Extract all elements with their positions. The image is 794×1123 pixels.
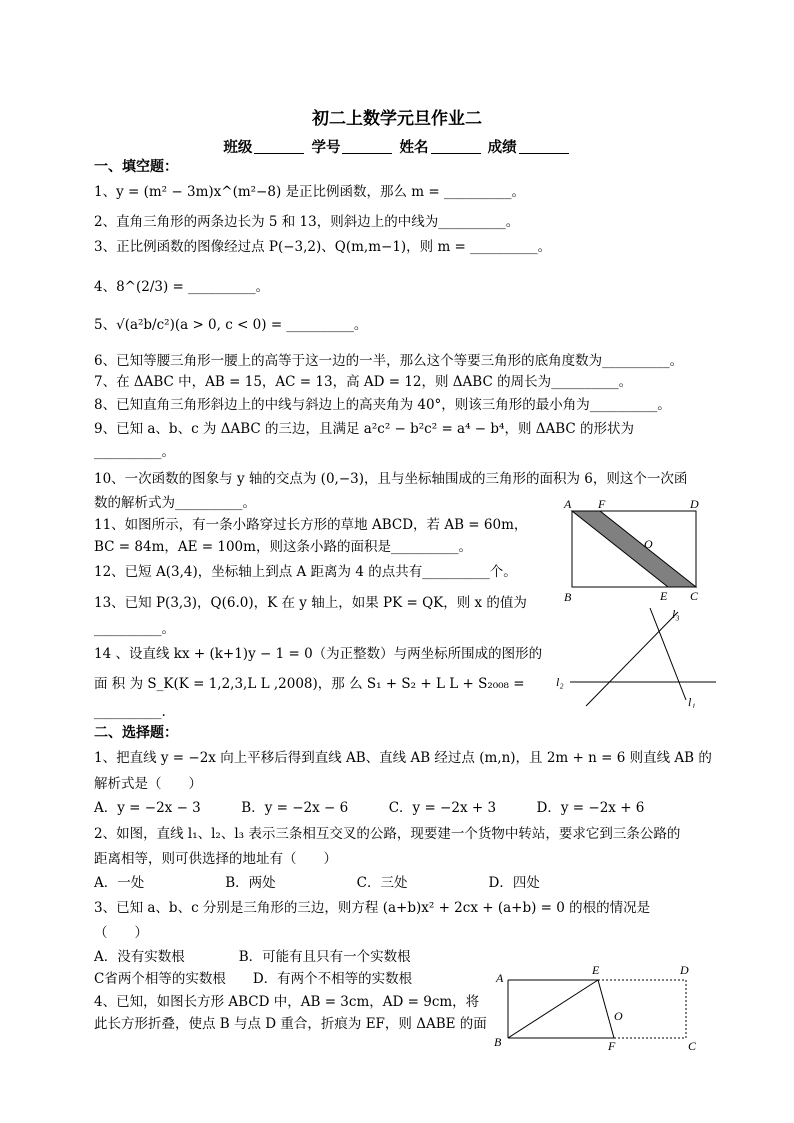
label-d: D [690, 497, 699, 511]
label-c: C [688, 1039, 697, 1052]
number-blank[interactable] [342, 139, 392, 154]
label-c: C [690, 589, 699, 603]
question-7: 7、在 ΔABC 中，AB = 15，AC = 13，高 AD = 12，则 ΔABC 的周长为__________。 [94, 374, 633, 390]
label-b: B [564, 590, 572, 604]
page-title: 初二上数学元旦作业二 [312, 109, 482, 129]
question-11-line1: 11、如图所示，有一条小路穿过长方形的草地 ABCD，若 AB = 60m， [94, 517, 528, 533]
label-f: F [608, 1039, 616, 1052]
label-e: E [660, 589, 668, 603]
question-13-line1: 13、已知 P(3,3)，Q(6.0)，K 在 y 轴上，如果 PK = QK，则 x 的值为 [94, 595, 527, 611]
label-o: O [614, 1009, 623, 1023]
segment-be [508, 980, 598, 1038]
question-1: 1、y = (m² − 3m)x^(m²−8) 是正比例函数，那么 m = __________。 [94, 184, 525, 200]
label-b: B [494, 1035, 502, 1049]
question-13-line2: __________。 [94, 621, 175, 637]
question-9-line1: 9、已知 a、b、c 为 ΔABC 的三边，且满足 a²c² − b²c² = a⁴ − b⁴，则 ΔABC 的形状为 [94, 421, 635, 437]
score-label: 成绩 [487, 139, 517, 156]
label-o: O [644, 537, 653, 551]
name-label: 姓名 [399, 139, 429, 156]
question-10-line1: 10、一次函数的图象与 y 轴的交点为 (0,−3)，且与坐标轴围成的三角形的面积为 6，则这个一次函 [94, 471, 688, 487]
question-14-line1: 14 、设直线 kx + (k+1)y − 1 = 0（为正整数）与两坐标所围成的图形的 [94, 646, 543, 662]
label-l1: l₁ [688, 695, 696, 708]
number-label: 学号 [311, 139, 341, 156]
label-a: A [496, 971, 504, 985]
choice-3-options-cd: C省两个相等的实数根 D．有两个不相等的实数根 [94, 971, 413, 987]
section-heading-choice: 二、选择题： [94, 725, 178, 741]
label-a: A [564, 497, 572, 511]
choice-3-options-ab: A．没有实数根 B．可能有且只有一个实数根 [94, 949, 411, 965]
label-f: F [598, 497, 606, 511]
student-info-line [0, 136, 794, 157]
choice-4-line2: 此长方形折叠，使点 B 与点 D 重合，折痕为 EF，则 ΔABE 的面 [94, 1016, 487, 1032]
label-d: D [680, 963, 689, 977]
question-10-line2: 数的解析式为__________。 [94, 495, 256, 511]
question-3: 3、正比例函数的图像经过点 P(−3,2)、Q(m,m−1)，则 m = __________。 [94, 239, 552, 255]
class-label: 班级 [223, 139, 253, 156]
question-4: 4、8^(2/3) = __________。 [94, 279, 270, 295]
score-blank[interactable] [519, 139, 569, 154]
question-6: 6、已知等腰三角形一腰上的高等于这一边的一半，那么这个等要三角形的底角度数为__________。 [94, 353, 684, 369]
question-9-line2: __________。 [94, 444, 175, 460]
choice-2-options: A．一处 B．两处 C．三处 D．四处 [94, 875, 540, 891]
question-2: 2、直角三角形的两条边长为 5 和 13，则斜边上的中线为__________。 [94, 214, 520, 230]
line-l3 [586, 612, 678, 706]
question-14-line2: 面 积 为 S_K(K = 1,2,3,L L ,2008)，那 么 S₁ + S₂ + L L + S₂₀₀₈ = [94, 676, 525, 692]
choice-4-line1: 4、已知，如图长方形 ABCD 中，AB = 3cm，AD = 9cm，将 [94, 994, 480, 1010]
choice-3-line1: 3、已知 a、b、c 分别是三角形的三边，则方程 (a+b)x² + 2cx + (a+b) = 0 的根的情况是 [94, 900, 651, 916]
question-12: 12、已短 A(3,4)，坐标轴上到点 A 距离为 4 的点共有__________个。 [94, 564, 517, 580]
section-heading-fill: 一、填空题： [94, 159, 178, 175]
question-8: 8、已知直角三角形斜边上的中线与斜边上的高夹角为 40°，则该三角形的最小角为__________。 [94, 397, 671, 413]
figure-three-roads [550, 604, 720, 708]
fold-ef [598, 980, 614, 1038]
choice-1-options: A．y = −2x − 3 B．y = −2x − 6 C．y = −2x + 3 D．y = −2x + 6 [94, 800, 645, 816]
choice-2-line2: 距离相等，则可供选择的地址有（ ） [94, 851, 337, 867]
label-e: E [592, 963, 600, 977]
label-l3: l₃ [672, 607, 680, 621]
question-11-line2: BC = 84m，AE = 100m，则这条小路的面积是__________。 [94, 539, 472, 555]
choice-1-line2: 解析式是（ ） [94, 776, 202, 792]
name-blank[interactable] [431, 139, 481, 154]
shaded-path [572, 511, 696, 587]
choice-1-line1: 1、把直线 y = −2x 向上平移后得到直线 AB、直线 AB 经过点 (m,n)，且 2m + n = 6 则直线 AB 的 [94, 750, 712, 766]
question-5: 5、√(a²b/c²)(a > 0, c < 0) = __________。 [94, 317, 368, 333]
figure-folded-rectangle [488, 960, 702, 1052]
question-14-line3: __________. [94, 704, 166, 720]
figure-rectangle-path [560, 496, 710, 606]
choice-3-line2: （ ） [94, 925, 148, 941]
label-l2: l₂ [556, 675, 564, 689]
choice-2-line1: 2、如图，直线 l₁、l₂、l₃ 表示三条相互交叉的公路，现要建一个货物中转站，要求它到三条公路的 [94, 826, 681, 842]
class-blank[interactable] [254, 139, 304, 154]
